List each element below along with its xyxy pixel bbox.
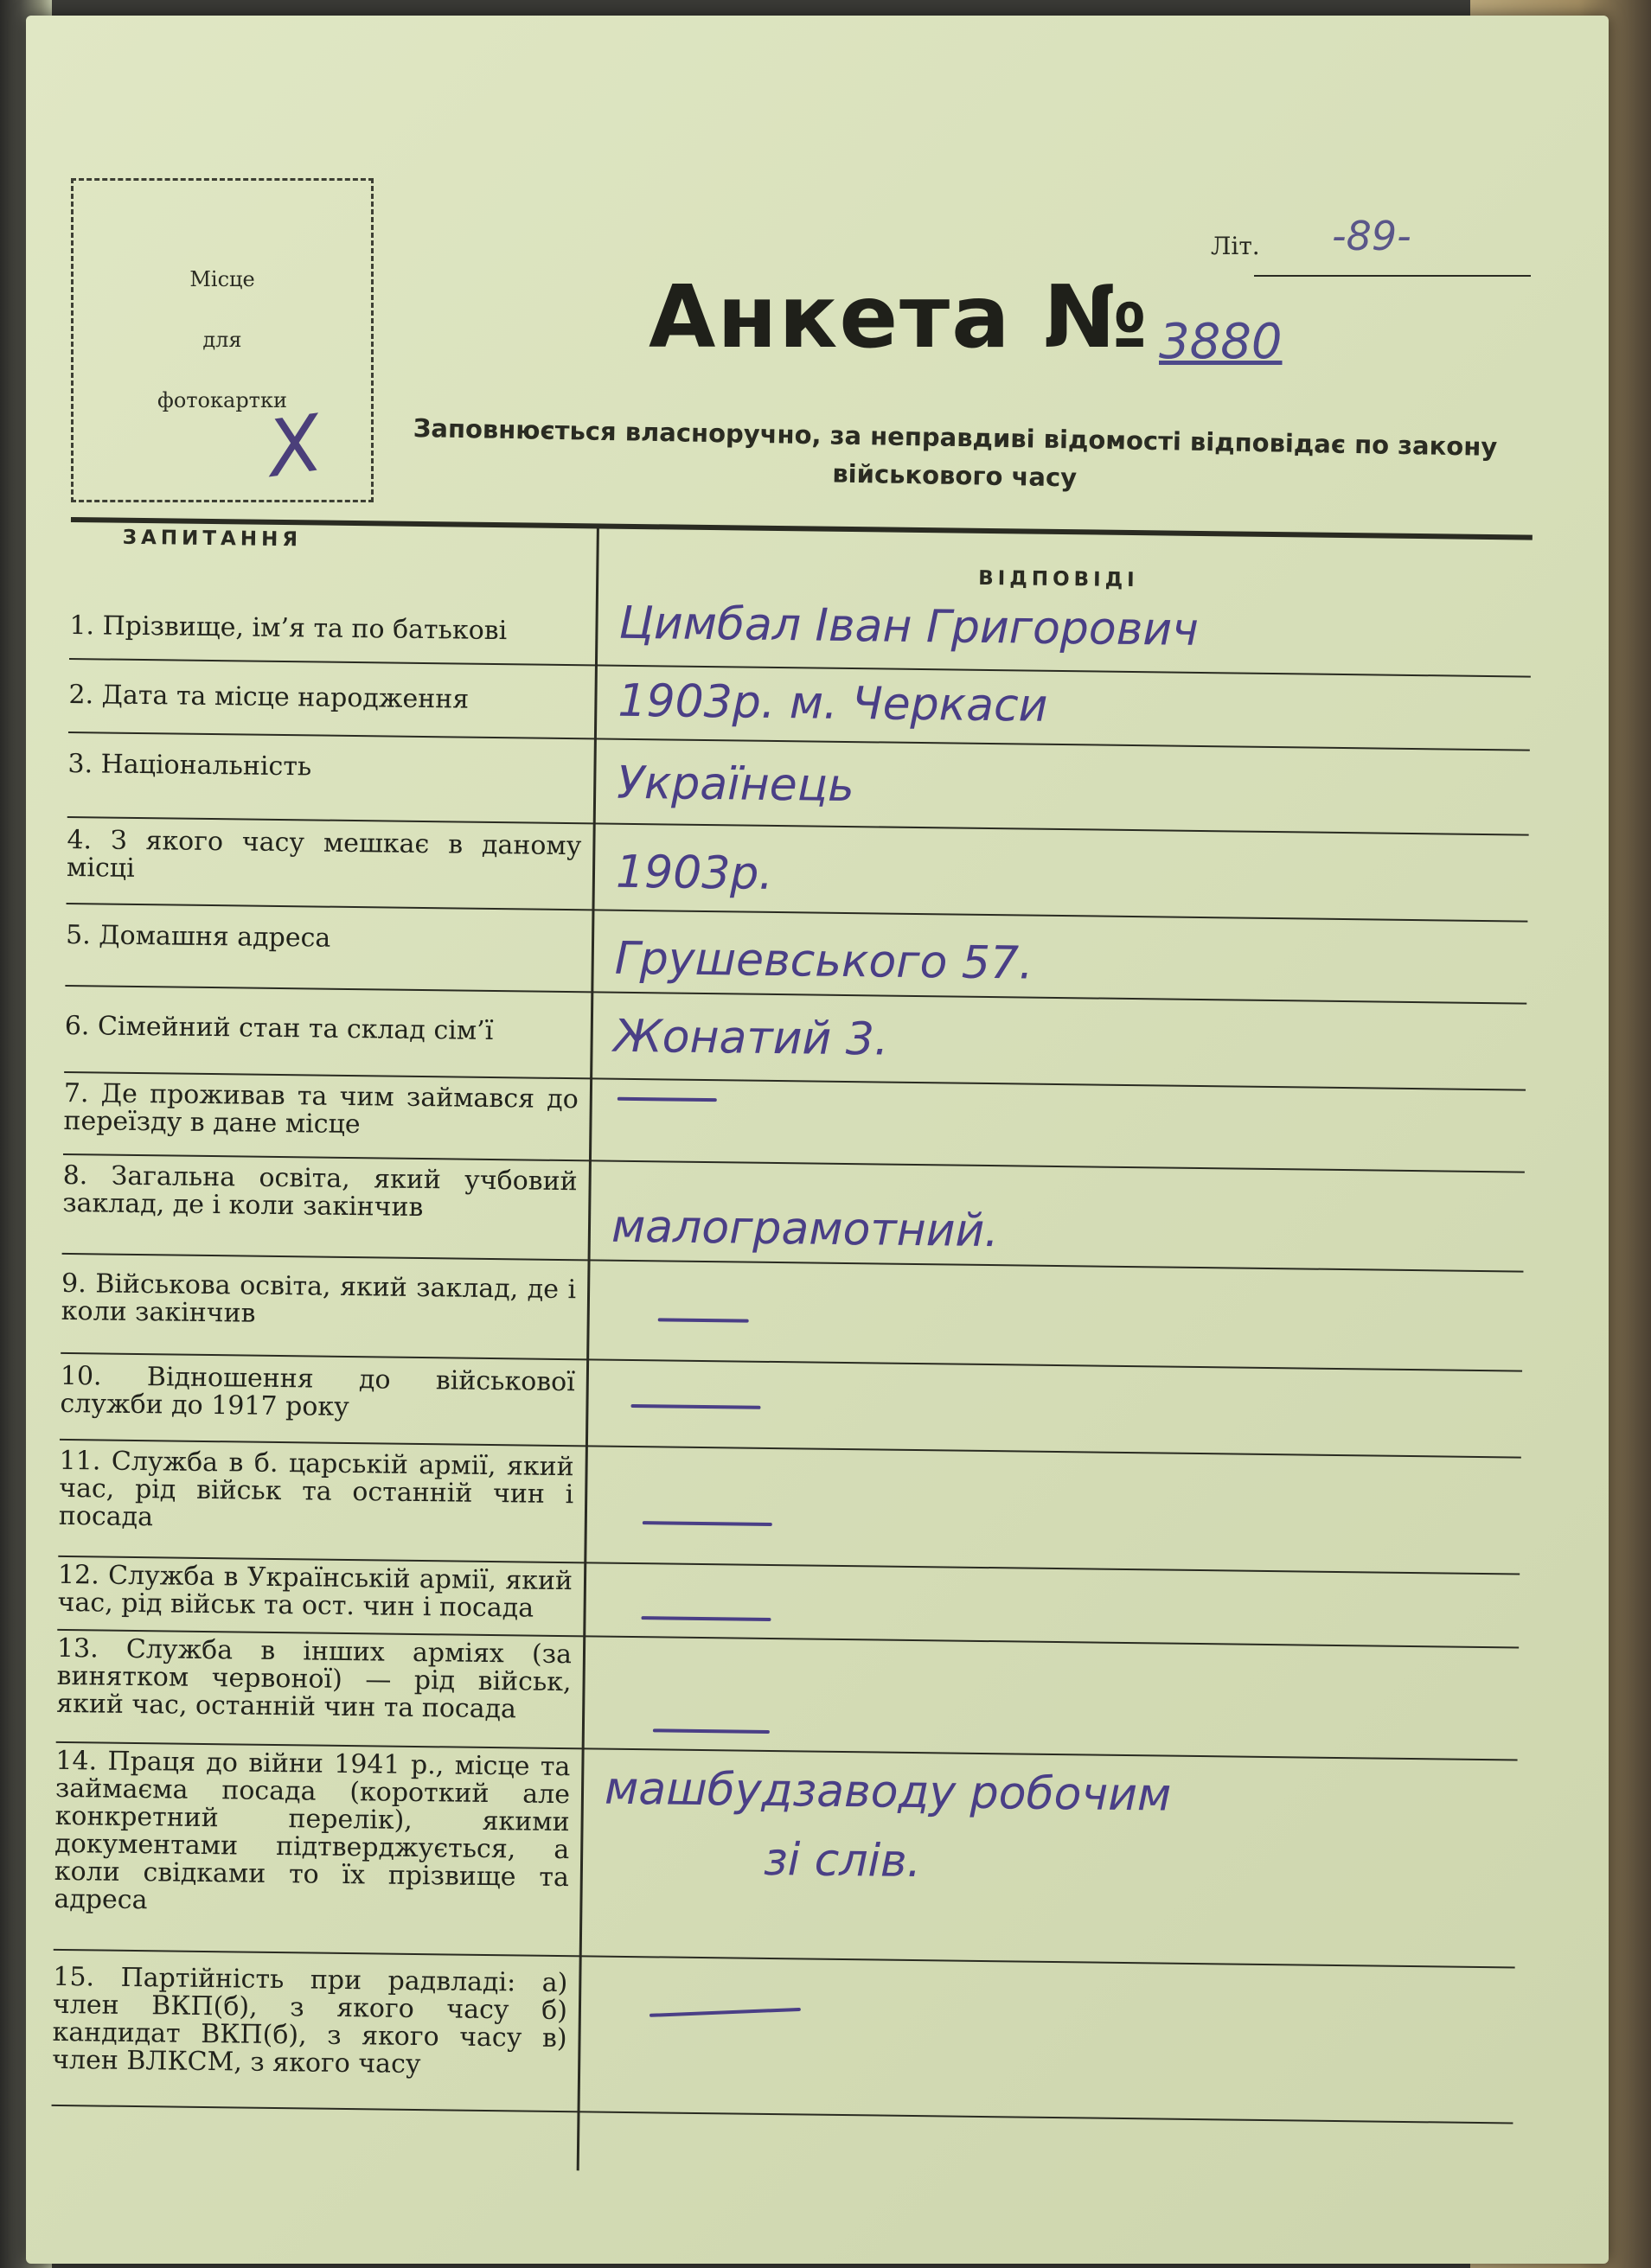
answer-8: малограмотний. [611,1200,1000,1258]
table-row [62,1155,1525,1273]
answer-13-dash [653,1728,770,1734]
answer-4: 1903р. [615,846,774,900]
form-sheet [26,16,1609,2264]
table-row [56,1631,1519,1761]
photo-label-line3: фотокартки [157,388,287,412]
table-row [52,1951,1515,2124]
photo-label-line2: для [202,328,242,352]
question-7: 7. Де проживав та чим займався до переїзду в дане місце [63,1077,579,1140]
question-14: 14. Праця до війни 1941 р., місце та займаєма посада (короткий але конкретний перелік), якими документами підтверджується, а коли свідками то їх прізвище та адреса [54,1745,571,1916]
answer-14-line1: машбудзаводу робочим [604,1762,1172,1822]
question-11: 11. Служба в б. царській армії, який час, рід військ та останній чин і посада [58,1445,574,1533]
answer-1: Цимбал Іван Григорович [618,597,1200,656]
question-15: 15. Партійність при радвладі: а) член ВКП(б), з якого часу б) кандидат ВКП(б), з якого часу в) член ВЛКСМ, з якого часу [51,1961,568,2080]
question-3: 3. Національність [67,748,312,783]
photo-cross-mark: X [261,398,328,495]
answer-12-dash [641,1616,771,1621]
question-13: 13. Служба в інших арміях (за винятком червоної) — рід військ, який час, останній чин та посада [56,1632,573,1725]
table-row [58,1441,1521,1575]
subtitle-line1: Заповнюється власноручно, за неправдиві відомості відповідає по закону [413,413,1498,462]
answers-column-header: ВІДПОВІДІ [978,566,1139,592]
answer-14-line2: зі слів. [763,1833,922,1888]
form-title: Анкета № [649,266,1149,367]
answer-15-dash [650,2008,801,2017]
row-divider [52,2105,1513,2124]
answer-9-dash [658,1318,749,1322]
question-4: 4. З якого часу мешкає в даному місці [66,824,582,884]
question-5: 5. Домашня адреса [65,919,331,954]
answer-7-dash [618,1097,717,1102]
questionnaire-table [51,517,1533,2187]
question-2: 2. Дата та місце народження [68,679,470,715]
form-subtitle [409,409,1500,504]
answer-6: Жонатий 3. [613,1010,889,1066]
question-6: 6. Сімейний стан та склад сім’ї [64,1010,494,1047]
question-1: 1. Прізвище, ім’я та по батькові [69,610,508,647]
photo-label-line1: Місце [189,267,255,291]
question-10: 10. Відношення до військової служби до 1917 року [60,1360,576,1423]
table-row [61,1255,1523,1372]
question-12: 12. Служба в Українській армії, який час, рід військ та ост. чин і посада [57,1559,573,1624]
sheet-number-line [1254,275,1531,277]
answer-11-dash [643,1521,772,1526]
questions-column-header: ЗАПИТАННЯ [122,526,303,552]
subtitle-line2: військового часу [832,458,1078,493]
sheet-number-value: -89- [1332,213,1411,259]
answer-10-dash [630,1404,760,1409]
question-8: 8. Загальна освіта, який учбовий заклад, де і коли закінчив [62,1160,578,1223]
answer-3: Українець [616,757,855,813]
form-number: 3880 [1159,314,1283,370]
question-9: 9. Військова освіта, який заклад, де і коли закінчив [61,1268,577,1329]
answer-2: 1903р. м. Черкаси [618,674,1048,732]
table-row [54,1743,1518,1969]
answer-5: Грушевського 57. [614,932,1033,990]
sheet-number-label: Літ. [1211,232,1260,260]
photo-placeholder-box [71,178,374,502]
